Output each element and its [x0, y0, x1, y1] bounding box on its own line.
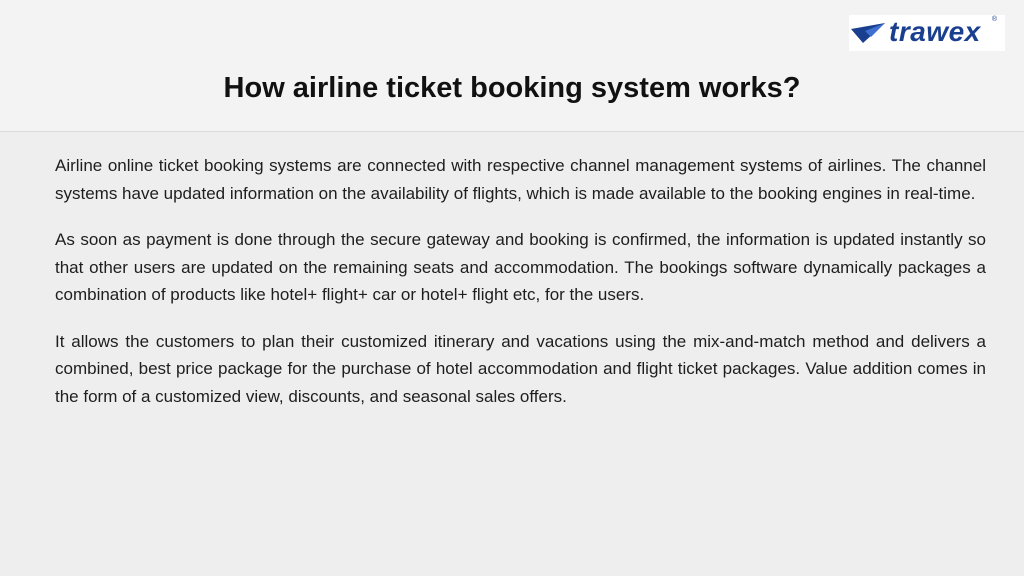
airplane-wing-icon	[851, 21, 887, 45]
page-title: How airline ticket booking system works?	[223, 72, 801, 104]
slide-header	[0, 0, 1024, 132]
paragraph-3: It allows the customers to plan their customized itinerary and vacations using the mix-and-match method and delivers a combined, best price package for the purchase of hotel accommodation and flight ticket packages. Value addition comes in the form of a customized view, discounts, and seasonal sales offers.	[55, 331, 986, 406]
content-body	[55, 152, 986, 429]
logo-text: trawex	[889, 16, 981, 47]
registered-mark: ®	[991, 16, 997, 23]
paragraph-1: Airline online ticket booking systems are connected with respective channel management systems of airlines. The channel systems have updated information on the availability of flights, which is made available to the booking engines in real-time.	[55, 156, 986, 203]
trawex-logo	[849, 15, 1005, 51]
paragraph-2: As soon as payment is done through the secure gateway and booking is confirmed, the information is updated instantly so that other users are updated on the remaining seats and accommodation. The bookings software dynamically packages a combination of products like hotel+ flight+ car or hotel+ flight etc, for the users.	[55, 230, 986, 304]
